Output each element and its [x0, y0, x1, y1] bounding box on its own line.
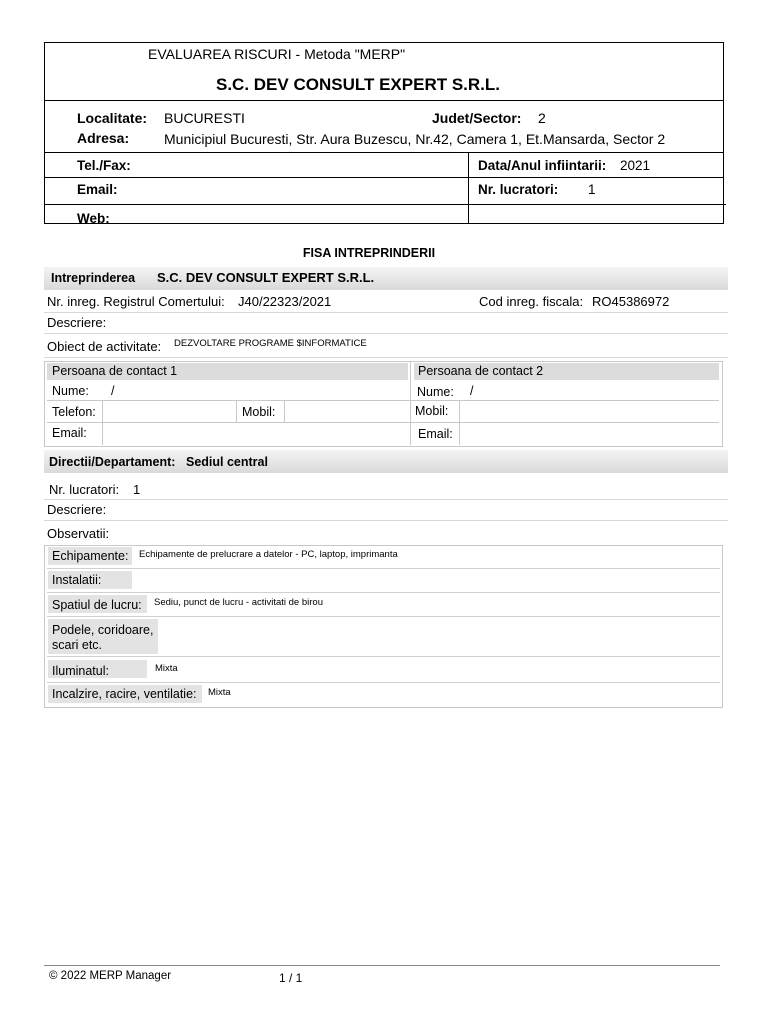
header-divider: [44, 100, 724, 101]
dir-descriere-label: Descriere:: [47, 502, 107, 517]
spatiu-label: Spatiul de lucru:: [52, 598, 142, 612]
cod-fiscal-value: RO45386972: [592, 294, 670, 309]
c1-nume-label: Nume:: [52, 384, 89, 398]
localitate-value: BUCURESTI: [164, 110, 245, 126]
echipamente-label: Echipamente:: [52, 549, 129, 563]
intreprinderea-value: S.C. DEV CONSULT EXPERT S.R.L.: [157, 270, 375, 285]
nr-lucratori-value: 1: [588, 182, 596, 197]
c1-email-label: Email:: [52, 426, 87, 440]
dir-nr-lucratori-label: Nr. lucratori:: [49, 482, 120, 497]
judet-label: Judet/Sector:: [432, 110, 522, 126]
podele-label-line2: scari etc.: [52, 638, 103, 652]
reg-comert-value: J40/22323/2021: [238, 294, 332, 309]
intreprinderea-bar: [44, 267, 728, 290]
directii-label: Directii/Departament:: [49, 455, 176, 469]
contacts-vdivider: [284, 400, 285, 422]
contacts-vdivider: [410, 362, 411, 445]
footer-rule: [44, 965, 720, 966]
page-number: 1 / 1: [279, 971, 303, 985]
row-separator: [44, 499, 728, 500]
footer-copyright: © 2022 MERP Manager: [49, 970, 172, 982]
intreprinderea-label: Intreprinderea: [51, 271, 136, 285]
obs-divider: [47, 592, 720, 593]
telfax-label: Tel./Fax:: [77, 158, 131, 173]
method-title: EVALUAREA RISCURI - Metoda "MERP": [148, 46, 406, 62]
row-separator: [44, 357, 728, 358]
obs-divider: [47, 682, 720, 683]
contact2-title: Persoana de contact 2: [418, 364, 544, 378]
web-label: Web:: [77, 211, 110, 226]
iluminat-label: Iluminatul:: [52, 664, 109, 678]
obiect-label: Obiect de activitate:: [47, 339, 162, 354]
incalzire-label: Incalzire, racire, ventilatie:: [52, 687, 197, 701]
row-separator: [44, 333, 728, 334]
c2-mobil-label: Mobil:: [415, 404, 449, 418]
company-title: S.C. DEV CONSULT EXPERT S.R.L.: [216, 75, 500, 94]
dir-nr-lucratori-value: 1: [133, 482, 141, 497]
obs-divider: [47, 616, 720, 617]
obiect-value: DEZVOLTARE PROGRAME $INFORMATICE: [174, 338, 367, 349]
row-separator: [44, 520, 728, 521]
data-infiintarii-label: Data/Anul infiintarii:: [478, 158, 607, 173]
c1-telefon-label: Telefon:: [52, 405, 96, 419]
iluminat-value: Mixta: [155, 663, 178, 674]
observatii-label: Observatii:: [47, 526, 110, 541]
header-vdivider: [468, 152, 469, 224]
c2-nume-value: /: [470, 384, 474, 398]
obs-divider: [47, 568, 720, 569]
c2-email-label: Email:: [418, 427, 453, 441]
header-divider: [44, 204, 726, 205]
c1-mobil-label: Mobil:: [242, 405, 276, 419]
reg-comert-label: Nr. inreg. Registrul Comertului:: [47, 294, 225, 309]
row-separator: [44, 312, 728, 313]
header-divider: [44, 152, 724, 153]
cod-fiscal-label: Cod inreg. fiscala:: [479, 294, 584, 309]
c2-nume-label: Nume:: [417, 385, 454, 399]
contact1-title: Persoana de contact 1: [52, 364, 178, 378]
descriere-label: Descriere:: [47, 315, 107, 330]
fisa-title: FISA INTREPRINDERII: [302, 246, 436, 260]
instalatii-label: Instalatii:: [52, 573, 102, 587]
adresa-label: Adresa:: [77, 130, 130, 146]
nr-lucratori-label: Nr. lucratori:: [478, 182, 559, 197]
contacts-vdivider: [236, 400, 237, 422]
contacts-hdivider: [47, 422, 719, 423]
spatiu-value: Sediu, punct de lucru - activitati de birou: [154, 597, 323, 608]
obs-divider: [47, 656, 720, 657]
podele-label-line1: Podele, coridoare,: [52, 623, 154, 637]
judet-value: 2: [538, 110, 546, 126]
email-label: Email:: [77, 182, 118, 197]
contacts-hdivider: [47, 400, 719, 401]
directii-value: Sediul central: [186, 455, 268, 469]
localitate-label: Localitate:: [77, 110, 148, 126]
data-infiintarii-value: 2021: [620, 158, 651, 173]
incalzire-value: Mixta: [208, 687, 231, 698]
c1-nume-value: /: [111, 384, 115, 398]
header-divider: [44, 177, 724, 178]
echipamente-value: Echipamente de prelucrare a datelor - PC, laptop, imprimanta: [139, 549, 398, 560]
adresa-value: Municipiul Bucuresti, Str. Aura Buzescu, Nr.42, Camera 1, Et.Mansarda, Sector 2: [164, 131, 666, 147]
